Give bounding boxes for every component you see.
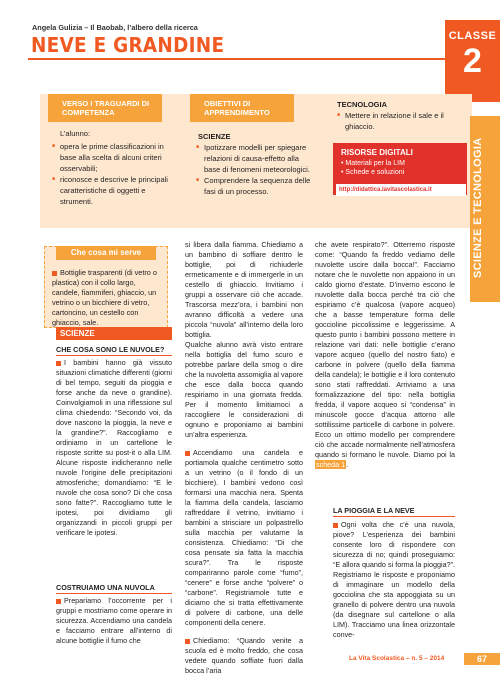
col3-paragraph-1: che avete respirato?”. Otterremo risposte come: “Quando fa freddo vediamo delle nuvolette uscire dalla bocca!”. Facciamo notare che le nuvolette non appaiono in un caldo giorno d’estate. D’inverno escono le nuvolette dalla bocca perché tra ciò che espiriamo c’è qualcosa (vapore acqueo) che a basse temperature forma delle goccioline piccolissime e leggerissime. A questo punto i bambini possono mettere in relazione vari dati: nelle bottiglie c’erano vapore acqueo (quello del nostro fiato) e carbone in polvere (quello della fiamma della candela); le bottiglie e il loro contenuto sono stati raffreddati. Arriviamo a una formalizzazione del tipo: nella bottiglia fredda, il vapore acqueo si “condensa” in minuscole gocce d’acqua attorno alle sottilissime particelle di carbone in polvere. Ecco un ottimo modello per comprendere ciò che accade normalmente nell’atmosfera quando si formano le nuvole. Diamo poi la scheda 1.: [315, 240, 455, 469]
col1-paragraph-1: [56, 358, 172, 580]
page-title: NEVE E GRANDINE: [31, 33, 225, 57]
tab-obiettivi: OBIETTIVI DI APPRENDIMENTO: [190, 94, 294, 122]
page-number: 67: [464, 653, 500, 665]
side-label: SCIENZE E TECNOLOGIA: [472, 137, 484, 279]
col1-text-1: I bambini hanno già vissuto situazioni climatiche differenti (giorni di bel tempo, seguiti da pioggia e forse anche da neve o grandine). Coinvolgiamoli in una riflessione sul clima chiedendo: “Secondo voi, da dove nascono la pioggia, la neve e la grandine?”. Raccogliamo e ordiniamo in un cartellone le risposte scritte su post-it o alla LIM. Alcune risposte indicheranno nelle nuvole l’origine delle precipitazioni atmosferiche; domandiamo: “E le nuvole che cosa sono? Di che cosa sono fatte?”. Raccogliamo tutte le ipotesi, poi dividiamo gli organizzandi in piccoli gruppi per verificare le ipotesi.: [56, 358, 172, 537]
bullet-icon: [185, 639, 190, 644]
col2-paragraph-4: [185, 636, 303, 676]
tab-traguardi: VERSO I TRAGUARDI DI COMPETENZA: [48, 94, 162, 122]
traguardi-item: ■ riconosce e descrive le principali caratteristiche di oggetti e strumenti.: [52, 174, 178, 207]
col2-paragraph-1: si libera dalla fiamma. Chiediamo a un bambino di soffiare dentro le bottiglie, poi di richiuderle ermeticamente e di immergerle in un cestello di ghiaccio. Invitiamo i gruppi a osservare ciò che accade. Trascorsa mezz’ora, i bambini non avranno difficoltà a vedere una piccola “nuvola” all’interno della loro bottiglia.: [185, 240, 303, 339]
col2-text-4: Chiediamo: “Quando venite a scuola ed è molto freddo, che cosa vedete quando soffiate fuori dalla bocca l’aria: [185, 636, 303, 675]
bullet-icon: [185, 451, 190, 456]
obiettivi-item: ■ Comprendere la sequenza delle fasi di un processo.: [196, 175, 316, 197]
col2-text: [185, 240, 303, 675]
title-rule: [28, 58, 458, 60]
classe-badge: [445, 20, 500, 102]
col3-text-2: Ogni volta che c’è una nuvola, piove? L’esperienza dei bambini consente loro di rispondere con sicurezza di no; quindi proseguiamo: “E allora quando si forma la pioggia?”. Registriamo le risposte e proponiamo di immaginare un modello della gocciolina che sta appoggiata su un granello di polvere dentro una nuvola (da disegnare sul cartellone o alla LIM). Tracciamo una linea orizzontale conve-: [333, 520, 455, 639]
obiettivi-item: ■ Ipotizzare modelli per spiegare relazioni di causa-effetto alla base di fenomeni meteorologici.: [196, 142, 316, 175]
traguardi-intro: L’alunno:: [60, 129, 91, 138]
col3-paragraph-2: [333, 520, 455, 650]
col2-paragraph-2: Qualche alunno avrà visto entrare nella bottiglia del fumo scuro e potrebbe parlare della smog o dire che la nuvoletta assomiglia al vapore che esce dalla bocca quando respiriamo in una giornata fredda. Per il momento limitiamoci a raccogliere le considerazioni di ognuno e proponiamo ai bambini un’altra esperienza.: [185, 340, 303, 439]
journal-name: La Vita Scolastica – n. 5 – 2014: [349, 655, 445, 662]
col2-text-3: Accendiamo una candela e portiamola qualche centimetro sotto a un vetrino (o il fondo di un bicchiere). I bambini vedono così formarsi una macchia nera. Spenta la fiamma della candela, lasciamo raffreddare il vetrino, invitiamo i bambini a strisciare un polpastrello sulla macchia per valutarne la consistenza. Chiediamo: “Di che cosa pensate sia fatta la macchia scura?”. Tra le risposte compariranno parole come “fumo”, “cenere” e forse anche “polvere” o “carbone”. Registriamole tutte e diciamo che si tratta effettivamente di polvere di carbone, una delle componenti della cenere.: [185, 448, 303, 627]
traguardi-item: ■ opera le prime classificazioni in base alla scelta di alcuni criteri osservabili;: [52, 141, 178, 174]
materials-text: [52, 268, 162, 328]
classe-number: 2: [463, 42, 482, 80]
subhead-costruiamo: COSTRUIAMO UNA NUVOLA: [56, 583, 172, 594]
col1-paragraph-2: [56, 596, 172, 648]
tecnologia-item: ■ Mettere in relazione il sale e il ghiaccio.: [337, 110, 457, 132]
bullet-icon: [56, 361, 61, 366]
obiettivi-subject: SCIENZE: [198, 132, 231, 141]
bullet-icon: [333, 523, 338, 528]
section-scienze: SCIENZE: [56, 327, 172, 340]
subhead-nuvole: CHE COSA SONO LE NUVOLE?: [56, 345, 172, 356]
tecnologia-panel: [337, 99, 457, 132]
bullet-icon: [56, 599, 61, 604]
author-line: Angela Gulizia – Il Baobab, l’albero della ricerca: [32, 23, 198, 32]
obiettivi-panel: [196, 131, 316, 197]
col2-paragraph-3: [185, 448, 303, 628]
risorse-item: • Schede e soluzioni: [341, 168, 467, 177]
tecnologia-subject: TECNOLOGIA: [337, 100, 387, 109]
col1-text-2: Prepariamo l’occorrente per i gruppi e mostriamo come operare in sicurezza. Accendiamo una candela e facciamo entrare all’interno di alcune bottiglie il fumo che: [56, 596, 172, 645]
subhead-pioggia: LA PIOGGIA E LA NEVE: [333, 506, 455, 517]
bullet-icon: [52, 271, 57, 276]
risorse-link[interactable]: http://didattica.lavitascolastica.it: [336, 184, 466, 196]
classe-label: CLASSE: [448, 30, 497, 42]
risorse-item: • Materiali per la LIM: [341, 159, 467, 168]
materials-title: Che cosa mi serve: [56, 246, 156, 260]
col3-text-1: che avete respirato?”. Otterremo risposte come: “Quando fa freddo vediamo delle nuvolette uscire dalla bocca!”. Facciamo notare che le nuvolette non appaiono in un caldo giorno d’estate. D’inverno escono le nuvolette dalla bocca perché tra ciò che espiriamo c’è qualcosa (vapore acqueo) che a basse temperature forma delle goccioline piccolissime e leggerissime. A questo punto i bambini possono mettere in relazione vari dati: nelle bottiglie c’erano vapore acqueo (quello del nostro fiato) e carbone in polvere (quello della fiamma della candela); le bottiglie e il loro contenuto sono stati raffreddati. Arriviamo a una formalizzazione del tipo: nella bottiglia fredda, il vapore acqueo si “condensa” in minuscole gocce d’acqua attorno alle sottilissime particelle di carbone in polvere. Ecco un ottimo modello per comprendere ciò che accade normalmente nell’atmosfera quando si formano le nuvole. Diamo poi la: [315, 240, 455, 459]
scheda-link[interactable]: scheda 1: [316, 460, 346, 469]
materials-list: Bottiglie trasparenti (di vetro o plastica) con il collo largo, candele, fiammiferi, ghiaccio, un vetrino o un bicchiere di vetro, cartoncino, un cestello con ghiaccio, sale.: [52, 268, 157, 327]
traguardi-panel: [52, 128, 178, 207]
risorse-title: RISORSE DIGITALI: [341, 148, 413, 157]
